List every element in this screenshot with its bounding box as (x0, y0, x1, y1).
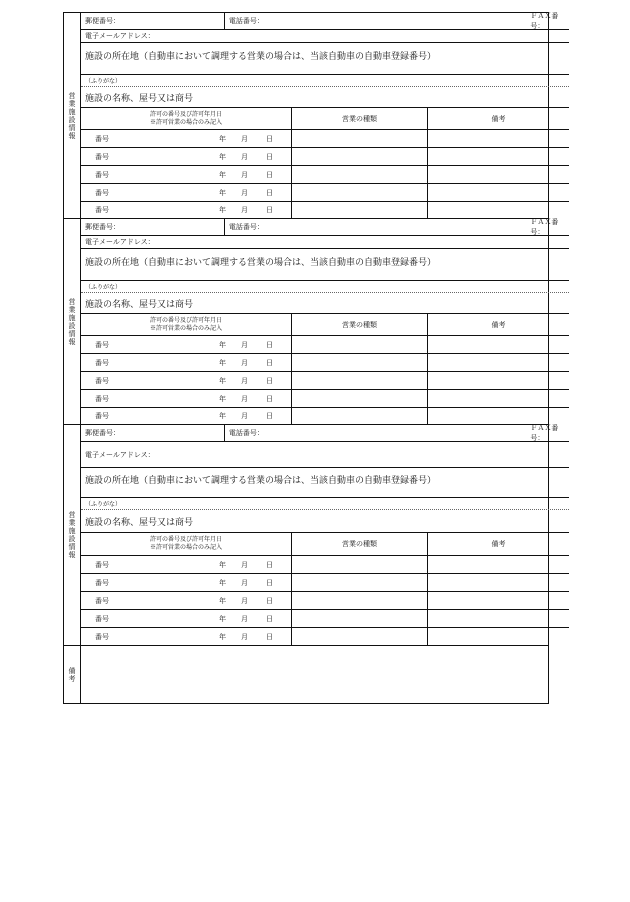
year-label: 年 (219, 394, 226, 403)
remarks-cell[interactable] (428, 336, 569, 353)
day-label: 日 (266, 596, 273, 605)
table-row (81, 628, 569, 645)
email-label: 電子メールアドレス： (85, 238, 155, 246)
permit-header-line2: ※許可営業の場合のみ記入 (149, 324, 222, 332)
year-label: 年 (219, 340, 226, 349)
year-label: 年 (219, 614, 226, 623)
table-row (81, 556, 569, 574)
furigana-label: （ふりがな） (85, 78, 122, 85)
facility-name-label: 施設の名称、屋号又は商号 (85, 299, 194, 310)
business-type-cell[interactable] (292, 166, 428, 183)
business-type-cell[interactable] (292, 148, 428, 165)
table-row (81, 130, 569, 148)
permit-number-label: 番号 (95, 206, 109, 214)
day-label: 日 (266, 632, 273, 641)
phone-label: 電話番号： (228, 17, 264, 25)
footer-remarks-section (63, 645, 549, 704)
month-label: 月 (241, 134, 248, 143)
day-label: 日 (266, 412, 273, 420)
furigana-label: （ふりがな） (85, 284, 122, 291)
remarks-cell[interactable] (428, 372, 569, 389)
furigana-label: （ふりがな） (85, 501, 122, 508)
table-row (81, 166, 569, 184)
facility-name-label: 施設の名称、屋号又は商号 (85, 93, 194, 104)
business-type-cell[interactable] (292, 372, 428, 389)
year-label: 年 (219, 376, 226, 385)
permit-number-label: 番号 (95, 412, 109, 420)
fax-label: ＦＡＸ番号： (530, 218, 559, 236)
month-label: 月 (241, 376, 248, 385)
email-label: 電子メールアドレス： (85, 450, 155, 459)
footer-side-label (64, 646, 81, 703)
postal-label: 郵便番号： (85, 223, 120, 231)
business-type-cell[interactable] (292, 336, 428, 353)
day-label: 日 (266, 358, 273, 367)
day-label: 日 (266, 134, 273, 143)
day-label: 日 (266, 376, 273, 385)
permit-number-label: 番号 (95, 596, 109, 605)
permit-number-label: 番号 (95, 358, 109, 367)
month-label: 月 (241, 358, 248, 367)
section-side-label (64, 219, 81, 424)
business-type-header: 営業の種類 (342, 320, 377, 329)
year-label: 年 (219, 134, 226, 143)
business-type-cell[interactable] (292, 354, 428, 371)
year-label: 年 (219, 560, 226, 569)
permit-number-label: 番号 (95, 134, 109, 143)
month-label: 月 (241, 152, 248, 161)
remarks-cell[interactable] (428, 574, 569, 591)
phone-label: 電話番号： (228, 429, 264, 437)
vertical-side-text: 営業施設情報 (68, 91, 76, 140)
day-label: 日 (266, 206, 273, 214)
business-type-header: 営業の種類 (342, 114, 377, 123)
remarks-cell[interactable] (428, 354, 569, 371)
permit-header-line2: ※許可営業の場合のみ記入 (149, 544, 222, 551)
table-row (81, 184, 569, 202)
year-label: 年 (219, 632, 226, 641)
vertical-side-text: 営業施設情報 (68, 511, 76, 559)
month-label: 月 (241, 578, 248, 587)
section-side-label (64, 425, 81, 645)
month-label: 月 (241, 188, 248, 197)
location-label: 施設の所在地（自動車において調理する営業の場合は、当該自動車の自動車登録番号） (85, 476, 437, 486)
permit-number-label: 番号 (95, 560, 109, 569)
business-type-cell[interactable] (292, 408, 428, 424)
month-label: 月 (241, 596, 248, 605)
day-label: 日 (266, 340, 273, 349)
month-label: 月 (241, 412, 248, 420)
year-label: 年 (219, 358, 226, 367)
remarks-cell[interactable] (428, 556, 569, 573)
year-label: 年 (219, 412, 226, 420)
vertical-side-text: 備考 (68, 666, 76, 683)
day-label: 日 (266, 560, 273, 569)
permit-number-label: 番号 (95, 188, 109, 197)
fax-label: ＦＡＸ番号： (530, 12, 559, 30)
permit-header-line1: 許可の番号及び許可年月日 (149, 316, 222, 324)
business-type-cell[interactable] (292, 184, 428, 201)
table-row (81, 610, 569, 628)
phone-label: 電話番号： (228, 223, 264, 231)
postal-label: 郵便番号： (85, 17, 120, 25)
remarks-cell[interactable] (428, 130, 569, 147)
remarks-cell[interactable] (428, 610, 569, 627)
facility-section (63, 424, 559, 645)
day-label: 日 (266, 170, 273, 179)
day-label: 日 (266, 394, 273, 403)
application-form (63, 12, 559, 704)
footer-remarks-field[interactable] (81, 646, 548, 703)
day-label: 日 (266, 188, 273, 197)
year-label: 年 (219, 170, 226, 179)
business-type-cell[interactable] (292, 390, 428, 407)
permit-number-label: 番号 (95, 578, 109, 587)
table-row (81, 336, 569, 354)
permit-number-label: 番号 (95, 614, 109, 623)
remarks-cell[interactable] (428, 592, 569, 609)
year-label: 年 (219, 206, 226, 214)
month-label: 月 (241, 170, 248, 179)
remarks-cell[interactable] (428, 148, 569, 165)
vertical-side-text: 営業施設情報 (68, 297, 76, 346)
table-row (81, 202, 569, 218)
remarks-header: 備考 (491, 320, 506, 329)
year-label: 年 (219, 596, 226, 605)
facility-section (63, 218, 559, 424)
month-label: 月 (241, 394, 248, 403)
remarks-cell[interactable] (428, 202, 569, 218)
year-label: 年 (219, 188, 226, 197)
permit-number-label: 番号 (95, 394, 109, 403)
remarks-cell[interactable] (428, 628, 569, 645)
day-label: 日 (266, 152, 273, 161)
table-row (81, 408, 569, 424)
facility-name-label: 施設の名称、屋号又は商号 (85, 517, 194, 528)
year-label: 年 (219, 578, 226, 587)
business-type-cell[interactable] (292, 592, 428, 609)
location-label: 施設の所在地（自動車において調理する営業の場合は、当該自動車の自動車登録番号） (85, 258, 437, 268)
remarks-cell[interactable] (428, 408, 569, 424)
remarks-header: 備考 (491, 540, 506, 548)
permit-number-label: 番号 (95, 376, 109, 385)
fax-label: ＦＡＸ番号： (530, 424, 559, 442)
permit-number-label: 番号 (95, 152, 109, 161)
month-label: 月 (241, 340, 248, 349)
day-label: 日 (266, 578, 273, 587)
permit-header-line1: 許可の番号及び許可年月日 (149, 110, 222, 118)
remarks-cell[interactable] (428, 166, 569, 183)
postal-label: 郵便番号： (85, 429, 120, 437)
day-label: 日 (266, 614, 273, 623)
table-row (81, 390, 569, 408)
table-row (81, 592, 569, 610)
remarks-header: 備考 (491, 114, 506, 123)
business-type-cell[interactable] (292, 202, 428, 218)
facility-section (63, 12, 559, 218)
month-label: 月 (241, 614, 248, 623)
remarks-cell[interactable] (428, 184, 569, 201)
permit-header-line2: ※許可営業の場合のみ記入 (149, 118, 222, 126)
email-label: 電子メールアドレス： (85, 32, 155, 40)
year-label: 年 (219, 152, 226, 161)
business-type-cell[interactable] (292, 130, 428, 147)
permit-header-line1: 許可の番号及び許可年月日 (149, 536, 222, 543)
month-label: 月 (241, 560, 248, 569)
permit-number-label: 番号 (95, 632, 109, 641)
section-side-label (64, 13, 81, 218)
business-type-header: 営業の種類 (342, 540, 377, 548)
table-row (81, 574, 569, 592)
table-row (81, 354, 569, 372)
business-type-cell[interactable] (292, 556, 428, 573)
permit-number-label: 番号 (95, 170, 109, 179)
business-type-cell[interactable] (292, 574, 428, 591)
location-label: 施設の所在地（自動車において調理する営業の場合は、当該自動車の自動車登録番号） (85, 52, 437, 62)
business-type-cell[interactable] (292, 610, 428, 627)
table-row (81, 148, 569, 166)
permit-number-label: 番号 (95, 340, 109, 349)
remarks-cell[interactable] (428, 390, 569, 407)
table-row (81, 372, 569, 390)
month-label: 月 (241, 632, 248, 641)
month-label: 月 (241, 206, 248, 214)
business-type-cell[interactable] (292, 628, 428, 645)
